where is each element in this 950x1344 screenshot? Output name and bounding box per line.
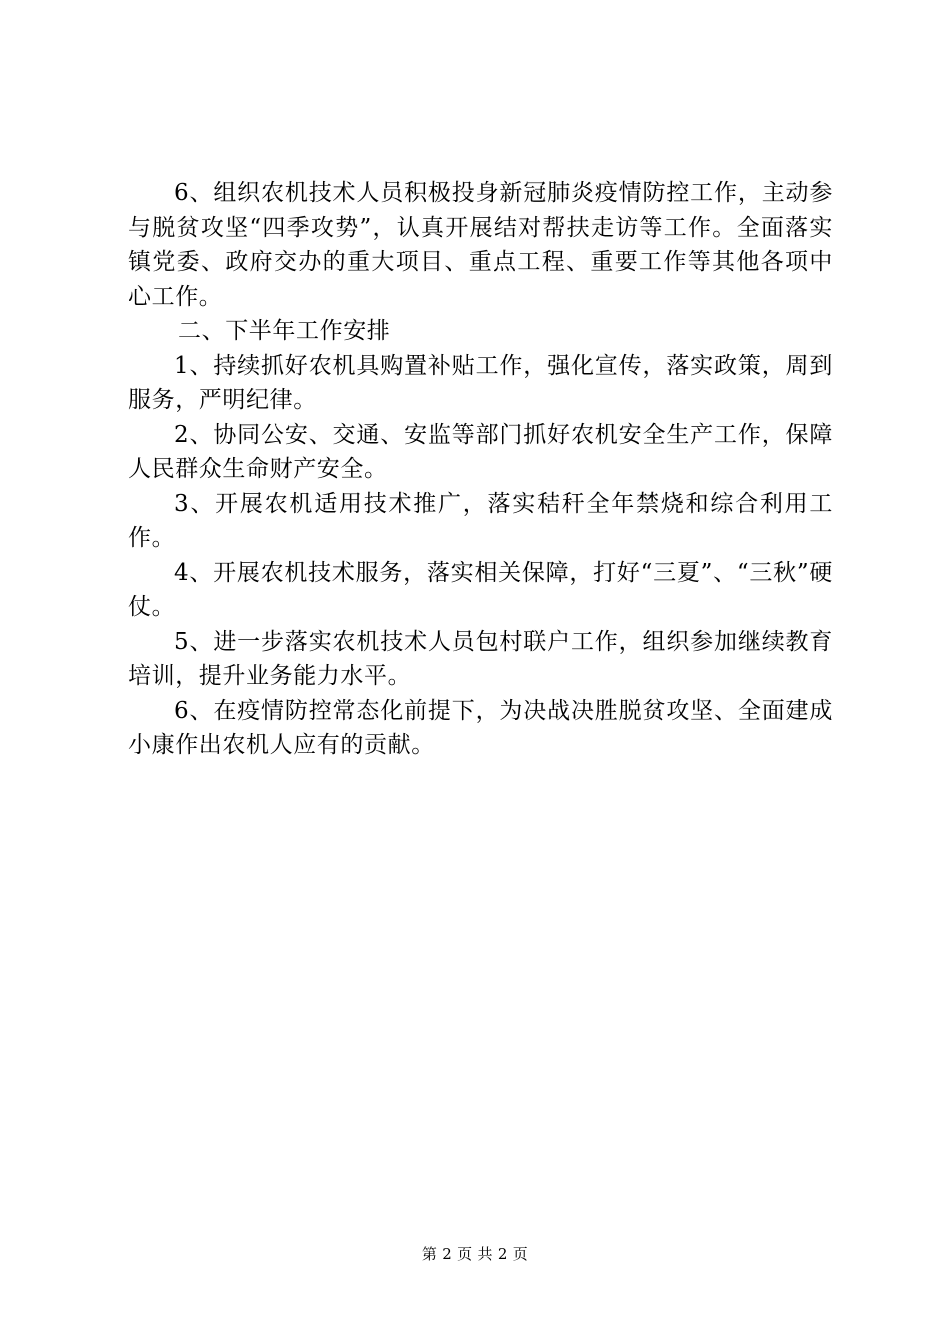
paragraph-item-6-covid-poverty: 6、组织农机技术人员积极投身新冠肺炎疫情防控工作，主动参与脱贫攻坚“四季攻势”，认真开展结对帮扶走访等工作。全面落实镇党委、政府交办的重大项目、重点工程、重要工作等其他各项中心工作。 bbox=[128, 180, 833, 310]
section-heading-second-half-plan: 二、下半年工作安排 bbox=[178, 318, 391, 344]
paragraph-item-5-village: 5、进一步落实农机技术人员包村联户工作，组织参加继续教育培训，提升业务能力水平。 bbox=[128, 628, 833, 689]
paragraph-item-2-safety: 2、协同公安、交通、安监等部门抓好农机安全生产工作，保障人民群众生命财产安全。 bbox=[128, 421, 833, 482]
paragraph-item-1-subsidy: 1、持续抓好农机具购置补贴工作，强化宣传，落实政策，周到服务，严明纪律。 bbox=[128, 352, 833, 413]
document-body bbox=[128, 176, 833, 763]
paragraph-item-3-technology: 3、开展农机适用技术推广，落实秸秆全年禁烧和综合利用工作。 bbox=[128, 490, 833, 551]
paragraph-item-4-service: 4、开展农机技术服务，落实相关保障，打好“三夏”、“三秋”硬仗。 bbox=[128, 559, 833, 620]
paragraph-item-6-contribution: 6、在疫情防控常态化前提下，为决战决胜脱贫攻坚、全面建成小康作出农机人应有的贡献。 bbox=[128, 697, 833, 758]
page-number-footer: 第 2 页 共 2 页 bbox=[421, 1245, 529, 1263]
